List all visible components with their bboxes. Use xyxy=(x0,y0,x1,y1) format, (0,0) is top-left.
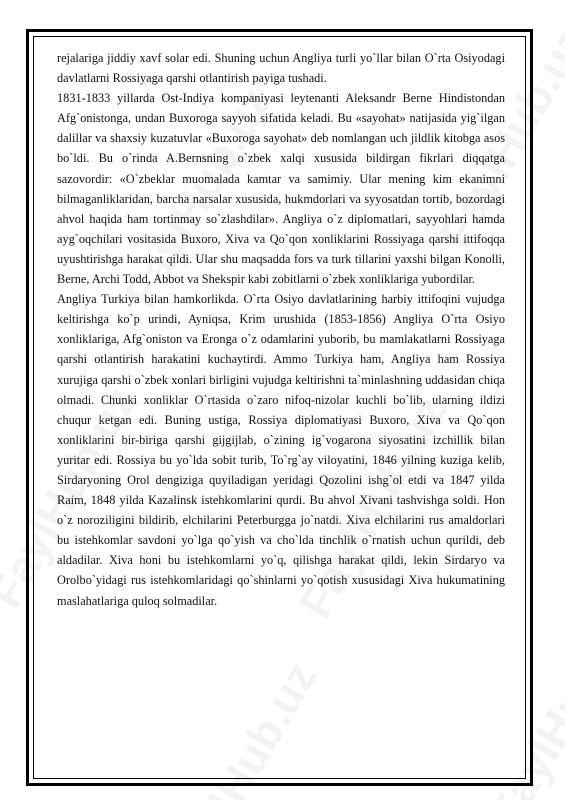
document-body xyxy=(57,48,505,611)
paragraph: rejalariga jiddiy xavf solar edi. Shuning uchun Angliya turli yo`llar bilan O`rta Osiyodagi davlatlarni Rossiyaga qarshi otlantirish payiga tushadi. xyxy=(57,51,505,86)
paragraph: Angliya Turkiya bilan hamkorlikda. O`rta Osiyo davlatlarining harbiy ittifoqini vujudga keltirishga ko`p urindi, Ayniqsa, Krim urushida (1853-1856) Angliya O`rta Osiyo xonliklariga, Afg`oniston va Eronga o`z odamlarini yuborib, bu mamlakatlarni Rossiyaga qarshi otlantirish harakatini kuchaytirdi. Ammo Turkiya ham, Angliya ham Rossiya xurujiga qarshi o`zbek xonlari birligini vujudga keltirishni ta`minlashning uddasidan chiqa olmadi. Chunki xonliklar O`rtasida o`zaro nifoq-nizolar kuchli bo`lib, ularning ildizi chuqur ketgan edi. Buning ustiga, Rossiya diplomatiyasi Buxoro, Xiva va Qo`qon xonliklarini bir-biriga qarshi gijgijlab, o`zining ig`vogarona siyosatini izchillik bilan yuritar edi. Rossiya bu yo`lda sobit turib, To`rg`ay viloyatini, 1846 yilning kuziga kelib, Sirdaryoning Orol dengiziga quyiladigan yeridagi Qozolini ishg`ol etdi va 1847 yilda Raim, 1848 yilda Kazalinsk istehkomlarini qurdi. Bu ahvol Xivani tashvishga soldi. Hon o`z noroziligini bildirib, elchilarini Peterburgga jo`natdi. Xiva elchilarini rus amaldorlari bu istehkomlar savdoni yo`lga qo`yish va cho`lda tinchlik o`rnatish uchun qurildi, deb aldadilar. Xiva honi bu istehkomlarni yo`q, qilishga harakat qildi, lekin Sirdaryo va Orolbo`yidagi rus istehkomlaridagi qo`shinlarni yo`qotish xususidagi Xiva hukumatining maslahatlariga quloq solmadilar. xyxy=(57,292,505,608)
paragraph: 1831-1833 yillarda Ost-Indiya kompaniyasi leytenanti Aleksandr Berne Hindistondan Afg`onistonga, undan Buxoroga sayyoh sifatida keladi. Bu «sayohat» natijasida yig`ilgan dalillar va shaxsiy kuzatuvlar «Buxoroga sayohat» deb nomlangan uch jildlik kitobga asos bo`ldi. Bu o`rinda A.Bernsning o`zbek xalqi xususida bildirgan fikrlari diqqatga sazovordir: «O`zbeklar muomalada kamtar va samimiy. Ular mening kim ekanimni bilmaganliklaridan, barcha narsalar xususida, hukmdorlari va syyosatdan tortib, bozordagi ahvol haqida ham tortinmay so`zlashdilar». Angliya o`z diplomatlari, sayyohlari hamda ayg`oqchilari vositasida Buxoro, Xiva va Qo`qon xonliklarini Rossiyaga qarshi ittifoqqa uyushtirishga harakat qildi. Ular shu maqsadda fors va turk tillarini yaxshi bilgan Konolli, Berne, Archi Todd, Abbot va Shekspir kabi zobitlarni o`zbek xonliklariga yubordilar. xyxy=(57,91,505,287)
